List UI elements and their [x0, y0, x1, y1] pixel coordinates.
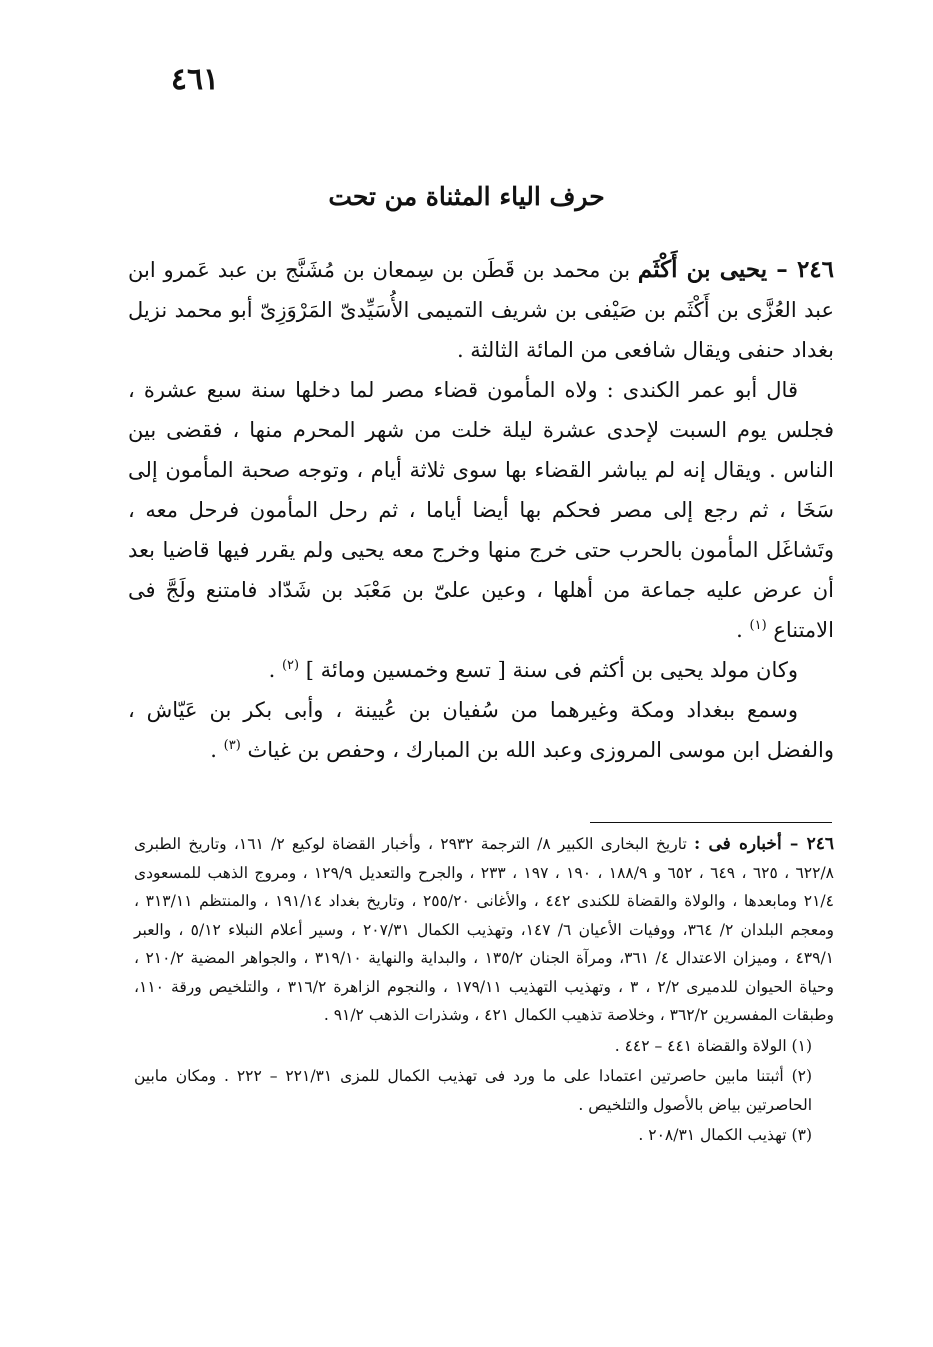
paragraph-4-text: وسمع ببغداد ومكة وغيرهما من سُفيان بن عُيينة ، وأبى بكر بن عَيّاش ، والفضل ابن موسى المروزى وعبد الله بن المبارك ، وحفص بن غياث [128, 698, 834, 762]
entry-paragraph-2 [128, 370, 834, 650]
paragraph-2-end: . [736, 618, 750, 642]
footnote-divider [590, 822, 832, 823]
sources-text: تاريخ البخارى الكبير ٨/ الترجمة ٢٩٣٢ ، وأخبار القضاة لوكيع ٢/ ١٦١، وتاريخ الطبرى ٦٢٢/٨ ، ٦٢٥ ، ٦٤٩ ، ٦٥٢ و ١٨٨/٩ ، ١٩٠ ، ١٩٧ ، ٢٣٣ ، والجرح والتعديل ١٢٩/٩ ، ومروج الذهب للمسعودى ٢١/٤ ومابعدها ، والولاة والقضاة للكندى ٤٤٢ ، والأغانى ٢٥٥/٢٠ ، وتاريخ بغداد ١٩١/١٤ ، والمنتظم ٣١٣/١١ ، ومعجم البلدان ٢/ ٣٦٤، ووفيات الأعيان ٦/ ١٤٧، وتهذيب الكمال ٢٠٧/٣١ ، وسير أعلام النبلاء ٥/١٢ ، والعبر ٤٣٩/١ ، وميزان الاعتدال ٤/ ٣٦١، ومرآة الجنان ١٣٥/٢ ، والبداية والنهاية ٣١٩/١٠ ، والجواهر المضية ٢١٠/٢ ، وحياة الحيوان للدميرى ٢/٢ ، ٣ ، وتهذيب التهذيب ١٧٩/١١ ، والنجوم الزاهرة ٣١٦/٢ ، والتلخيص ورقة ١١٠، وطبقات المفسرين ٣٦٢/٢ ، وخلاصة تذهيب الكمال ٤٢١ ، وشذرات الذهب ٩١/٢ . [134, 835, 835, 1024]
paragraph-3-end: . [268, 658, 282, 682]
sources-heading: ٢٤٦ – أخباره فى : [694, 834, 835, 854]
footnote-3: (٣) تهذيب الكمال ٢٠٨/٣١ . [638, 1126, 812, 1144]
footnote-2: (٢) أثبتنا مابين حاصرتين اعتمادا على ما ورد فى تهذيب الكمال للمزى ٢٢١/٣١ – ٢٢٢ . ومكان مابين الحاصرتين بياض بالأصول والتلخيص . [134, 1067, 813, 1114]
page-number: ٤٦١ [170, 62, 220, 97]
section-title: حرف الياء المثناة من تحت [328, 182, 605, 211]
paragraph-2-text: قال أبو عمر الكندى : ولاه المأمون قضاء مصر لما دخلها سنة سبع عشرة ، فجلس يوم السبت لإحدى عشرة ليلة خلت من شهر المحرم منها ، فقضى بين الناس . ويقال إنه لم يباشر القضاء بها سوى ثلاثة أيام ، وتوجه صحبة المأمون إلى سَخَا ، ثم رجع إلى مصر فحكم بها أيضا أياما ، ثم رحل المأمون فرحل معه ، وتَشاغَل المأمون بالحرب حتى خرج منها وخرج معه يحيى ولم يقرر فيها قاضيا بعد أن عرض عليه جماعة من أهلها ، وعين علىّ بن مَعْبَد بن شَدّاد فامتنع ولَجَّ فى الامتناع [128, 378, 834, 642]
sources-note [134, 830, 834, 1030]
entry-paragraph-1 [128, 250, 834, 370]
footnote-ref-1: (١) [749, 618, 767, 633]
entry-heading: ٢٤٦ – يحيى بن أَكْثَم [637, 256, 834, 283]
entry-lineage: بن محمد بن قَطَن بن سِمعان بن مُشَنَّج بن عبد عَمرو ابن عبد العُزَّى بن أَكْثَم بن صَيْفى بن شريف التميمى الأُسَيِّدىّ المَرْوَزِىّ أبو محمد نزيل بغداد حنفى ويقال شافعى من المائة الثالثة . [128, 258, 834, 362]
footnote-1: (١) الولاة والقضاة ٤٤١ – ٤٤٢ . [614, 1036, 812, 1055]
entry-body [128, 250, 834, 770]
paragraph-4-end: . [210, 738, 224, 762]
footnotes [134, 830, 834, 1150]
paragraph-3-text: وكان مولد يحيى بن أكثم فى سنة [ تسع وخمسين ومائة ] [305, 658, 798, 682]
footnote-ref-2: (٢) [281, 658, 300, 673]
entry-paragraph-4 [128, 690, 834, 770]
footnote-ref-3: (٣) [223, 738, 241, 753]
entry-paragraph-3 [128, 650, 834, 690]
